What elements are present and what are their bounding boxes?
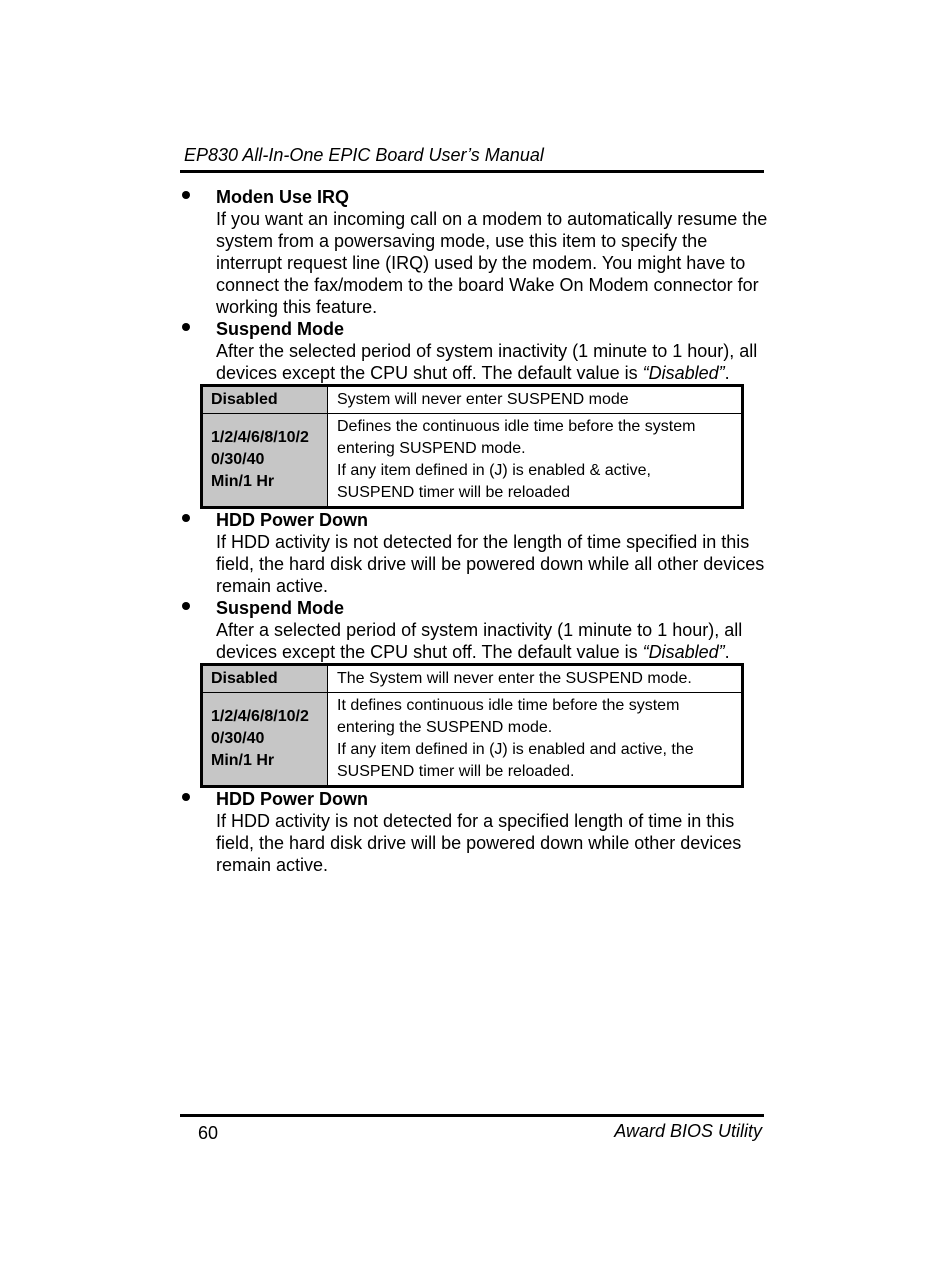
option-description [328,665,743,693]
bullet-icon [182,323,190,331]
page-content [180,186,770,876]
key-line: Min/1 Hr [211,752,275,769]
section-title: Suspend Mode [216,319,345,339]
page-footer [180,1114,764,1147]
desc-line: If any item defined in (J) is enabled & active, [337,462,651,479]
key-line: Disabled [211,391,278,408]
desc-line: System will never enter SUSPEND mode [337,391,629,408]
suspend-mode-options-table [200,384,744,509]
option-key [202,414,328,508]
suspend-mode-options-table-2 [200,663,744,788]
option-key [202,693,328,787]
desc-line: It defines continuous idle time before the system [337,697,680,714]
bullet-icon [182,793,190,801]
section-suspend-mode [180,318,770,384]
bullet-icon [182,602,190,610]
body-text: After the selected period of system inactivity (1 minute to 1 hour), all devices except the CPU shut off. The default value is [216,341,758,383]
key-line: Disabled [211,670,278,687]
section-hdd-power-down [180,509,770,597]
section-suspend-mode-2 [180,597,770,663]
page-header [180,145,764,173]
desc-line: The System will never enter the SUSPEND mode. [337,670,692,687]
body-text-end: . [724,642,730,662]
option-key [202,665,328,693]
section-title: Suspend Mode [216,598,345,618]
key-line: 0/30/40 [211,451,265,468]
table-row [202,665,743,693]
desc-line: Defines the continuous idle time before the system [337,418,696,435]
section-body [216,340,770,384]
key-line: Min/1 Hr [211,473,275,490]
section-body [216,619,770,663]
option-description [328,693,743,787]
desc-line: entering the SUSPEND mode. [337,719,553,736]
body-text: After a selected period of system inactivity (1 minute to 1 hour), all devices except the CPU shut off. The default value is [216,620,743,662]
key-line: 0/30/40 [211,730,265,747]
body-text-end: . [724,363,730,383]
table-row [202,386,743,414]
section-title: HDD Power Down [216,789,369,809]
desc-line: If any item defined in (J) is enabled and active, the [337,741,694,758]
desc-line: SUSPEND timer will be reloaded [337,484,570,501]
page-number: 60 [198,1123,219,1143]
section-hdd-power-down-2 [180,788,770,876]
option-description [328,386,743,414]
section-body: If HDD activity is not detected for a specified length of time in this field, the hard disk drive will be powered down while other devices remain active. [216,811,742,875]
key-line: 1/2/4/6/8/10/2 [211,429,309,446]
default-value: “Disabled” [642,642,725,662]
section-body: If you want an incoming call on a modem to automatically resume the system from a powersaving mode, use this item to specify the interrupt request line (IRQ) used by the modem. You might have to connect the fax/modem to the board Wake On Modem connector for working this feature. [216,209,768,317]
section-body: If HDD activity is not detected for the length of time specified in this field, the hard disk drive will be powered down while all other devices remain active. [216,532,765,596]
table-row [202,693,743,787]
section-title: HDD Power Down [216,510,369,530]
option-description [328,414,743,508]
desc-line: SUSPEND timer will be reloaded. [337,763,575,780]
manual-title: EP830 All-In-One EPIC Board User’s Manual [184,145,544,165]
section-title: Moden Use IRQ [216,187,350,207]
desc-line: entering SUSPEND mode. [337,440,526,457]
footer-section-title: Award BIOS Utility [614,1121,762,1141]
bullet-icon [182,191,190,199]
option-key [202,386,328,414]
section-moden-use-irq [180,186,770,318]
bullet-icon [182,514,190,522]
table-row [202,414,743,508]
default-value: “Disabled” [642,363,725,383]
key-line: 1/2/4/6/8/10/2 [211,708,309,725]
